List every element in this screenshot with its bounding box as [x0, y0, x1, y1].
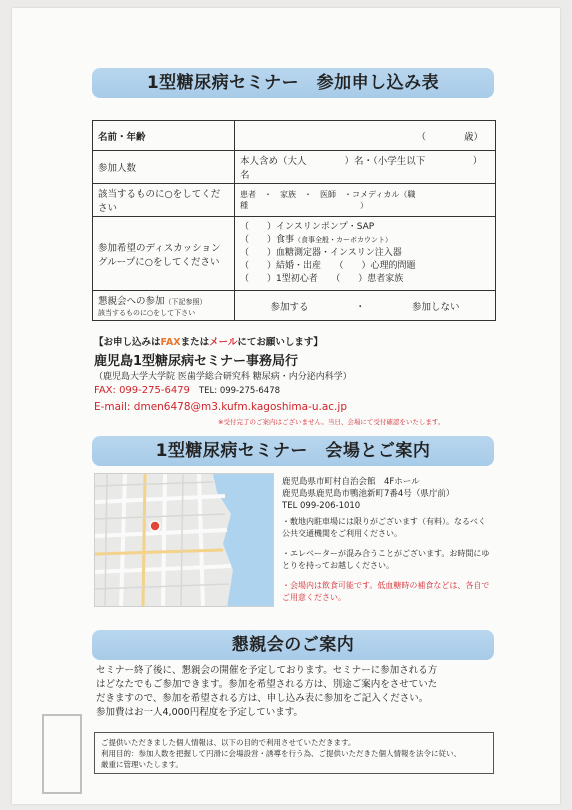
office-name: 鹿児島1型糖尿病セミナー事務局行	[94, 354, 299, 369]
venue-name: 鹿児島県市町村自治会館 4Fホール	[282, 477, 420, 487]
option-meal[interactable]: （ ）食事（食事全般・カーボカウント）	[240, 235, 393, 245]
fax-number: FAX: 099-275-6479	[94, 385, 190, 396]
party-text-3: だきますので、参加を希望される方は、申し込み表に参加をご記入ください。	[96, 693, 429, 704]
option-marriage-psych[interactable]: （ ）結婚・出産 （ ）心理的問題	[240, 261, 416, 271]
form-title-banner: 1型糖尿病セミナー 参加申し込み表	[92, 68, 494, 98]
input-name-age[interactable]: （ 歳）	[235, 121, 496, 151]
label-role: 該当するものに○をしてください	[93, 184, 235, 217]
privacy-line-1: ご提供いただきました個人情報は、以下の目的で利用させていただきます。	[101, 738, 356, 747]
venue-food-note: ・会場内は飲食可能です。低血糖時の補食などは、各自でご用意ください。	[282, 581, 490, 602]
venue-title-banner: 1型糖尿病セミナー 会場とご案内	[92, 436, 494, 466]
party-text-1: セミナー終了後に、懇親会の開催を予定しております。セミナーに参加される方	[96, 665, 438, 676]
registration-form-table	[92, 120, 496, 321]
reception-note: ※受付完了のご案内はございません。当日、会場にて受付確認をいたします。	[218, 418, 445, 426]
flyer-page	[12, 8, 560, 804]
library-stamp	[42, 714, 82, 794]
party-separator: ・	[355, 301, 365, 313]
request-method: 【お申し込みはFAXまたはメールにてお願いします】	[94, 337, 323, 348]
form-row-role	[93, 184, 496, 217]
venue-tel: TEL 099-206-1010	[282, 501, 361, 511]
party-title-banner: 懇親会のご案内	[92, 630, 494, 660]
tel-number: TEL: 099-275-6478	[198, 386, 281, 396]
form-row-discussion	[93, 217, 496, 291]
option-beginner-family[interactable]: （ ）1型初心者 （ ）患者家族	[240, 274, 404, 284]
input-count[interactable]: 本人含め（大人 ）名・（小学生以下 ）名	[235, 151, 496, 184]
venue-parking-note: ・敷地内駐車場には限りがございます（有料）。なるべく公共交通機関をご利用ください。	[282, 517, 486, 538]
discussion-options	[235, 217, 496, 291]
form-row-name-age	[93, 121, 496, 151]
party-text-2: はどなたでもご参加できます。参加を希望される方は、別途ご案内をさせていた	[96, 679, 438, 690]
party-no[interactable]: 参加しない	[412, 301, 460, 313]
form-row-party	[93, 291, 496, 321]
privacy-line-3: 厳重に管理いたします。	[101, 760, 183, 769]
venue-address: 鹿児島県鹿児島市鴨池新町7番4号（県庁前）	[282, 489, 455, 499]
venue-elevator-note: ・エレベーターが混み合うことがございます。お時間にゆとりを持ってお越しください。	[282, 549, 490, 570]
email-address[interactable]: E-mail: dmen6478@m3.kufm.kagoshima-u.ac.jp	[94, 401, 347, 413]
party-text-4: 参加費はお一人4,000円程度を予定しています。	[96, 707, 303, 718]
option-pump[interactable]: （ ）インスリンポンプ・SAP	[240, 222, 375, 232]
label-name-age: 名前・年齢	[93, 121, 235, 151]
party-yes[interactable]: 参加する	[270, 301, 309, 313]
venue-map	[94, 473, 274, 607]
office-dept: （鹿児島大学大学院 医歯学総合研究科 糖尿病・内分泌内科学）	[94, 372, 352, 382]
label-party: 懇親会への参加（下記参照） 該当するものに○をして下さい	[93, 291, 235, 321]
party-choice	[235, 291, 496, 321]
contact-phone	[94, 385, 280, 396]
label-discussion: 参加希望のディスカッショングループに○をしてください	[93, 217, 235, 291]
privacy-notice	[94, 732, 494, 774]
label-count: 参加人数	[93, 151, 235, 184]
privacy-line-2: 利用目的：参加人数を把握して円滑に会場設営・誘導を行う為、ご提供いただきた個人情報を法令に従い、	[101, 749, 461, 758]
input-role[interactable]: 患者 ・ 家族 ・ 医師 ・コメディカル（職種 ）	[235, 184, 496, 217]
option-device[interactable]: （ ）血糖測定器・インスリン注入器	[240, 248, 402, 258]
form-row-count	[93, 151, 496, 184]
